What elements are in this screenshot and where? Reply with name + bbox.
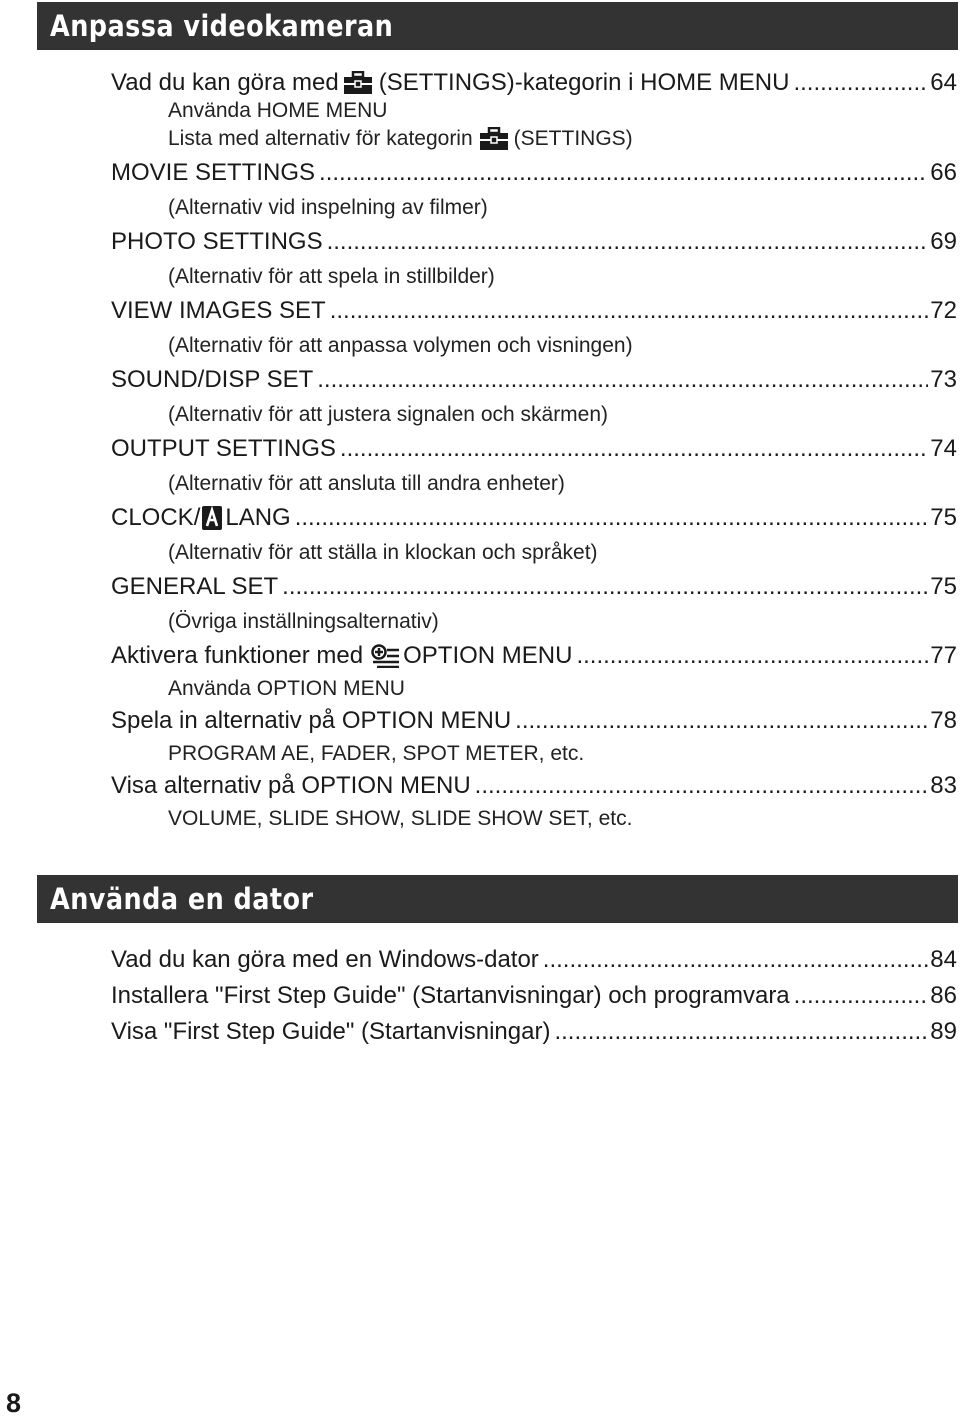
toc-entry-view-images-set[interactable]: [111, 296, 957, 326]
toc-entry-option-menu[interactable]: [111, 641, 957, 671]
section-header-anpassa: [37, 2, 958, 50]
toc-section-1: [111, 68, 957, 836]
entry-subtitle: [111, 124, 957, 154]
page-ref: 77: [930, 642, 957, 669]
entry-subtitle: Använda OPTION MENU: [168, 677, 405, 700]
page-ref: 75: [930, 573, 957, 600]
entry-label: (SETTINGS)-kategorin i HOME MENU: [378, 69, 790, 96]
entry-label: OPTION MENU: [403, 642, 573, 669]
page-ref: 78: [930, 707, 957, 734]
leader-dots: [793, 68, 928, 98]
entry-label: MOVIE SETTINGS: [111, 159, 316, 186]
entry-label: Visa "First Step Guide" (Startanvisningar): [111, 1018, 551, 1045]
entry-subtitle: Använda HOME MENU: [168, 99, 388, 122]
toc-entry-sound-disp-set[interactable]: [111, 365, 957, 395]
entry-subtitle: PROGRAM AE, FADER, SPOT METER, etc.: [168, 742, 585, 765]
entry-label: SOUND/DISP SET: [111, 366, 314, 393]
leader-dots: [317, 365, 928, 395]
entry-label: CLOCK/: [111, 504, 201, 531]
section-title: Anpassa videokameran: [50, 9, 394, 43]
page-ref: 75: [930, 504, 957, 531]
page-ref: 89: [930, 1018, 957, 1045]
section-title: Använda en dator: [50, 882, 314, 916]
toc-entry-settings-category[interactable]: [111, 68, 957, 98]
entry-label: GENERAL SET: [111, 573, 279, 600]
toc-entry-general-set[interactable]: [111, 572, 957, 602]
entry-label: PHOTO SETTINGS: [111, 228, 323, 255]
entry-subtitle-text: Lista med alternativ för kategorin: [168, 127, 473, 150]
page-ref: 73: [930, 366, 957, 393]
page-ref: 84: [930, 946, 957, 973]
entry-label: Vad du kan göra med: [111, 69, 339, 96]
entry-subtitle: (Övriga inställningsalternativ): [168, 610, 439, 633]
toc-entry-view-guide[interactable]: [111, 1014, 957, 1050]
entry-label: Spela in alternativ på OPTION MENU: [111, 707, 512, 734]
entry-subtitle: (Alternativ för att ansluta till andra enheter): [168, 472, 565, 495]
leader-dots: [515, 706, 928, 736]
leader-dots: [794, 978, 929, 1014]
leader-dots: [327, 227, 929, 257]
toc-entry-movie-settings[interactable]: [111, 158, 957, 188]
toc-entry-clock-lang[interactable]: [111, 503, 957, 533]
leader-dots: [295, 503, 929, 533]
leader-dots: [340, 434, 928, 464]
leader-dots: [576, 641, 928, 671]
page-ref: 64: [930, 69, 957, 96]
entry-subtitle: (Alternativ vid inspelning av filmer): [168, 196, 488, 219]
page-ref: 86: [930, 982, 957, 1009]
entry-label: LANG: [225, 504, 291, 531]
entry-subtitle: (Alternativ för att ställa in klockan och språket): [168, 541, 598, 564]
toc-entry-windows[interactable]: [111, 942, 957, 978]
entry-label: Vad du kan göra med en Windows-dator: [111, 946, 539, 973]
page-ref: 72: [930, 297, 957, 324]
toolbox-icon: [343, 71, 373, 95]
language-a-icon: [201, 505, 223, 531]
toolbox-icon: [479, 127, 509, 151]
page-ref: 83: [930, 772, 957, 799]
entry-subtitle-text: (SETTINGS): [513, 127, 633, 150]
page-ref: 66: [930, 159, 957, 186]
page-ref: 74: [930, 435, 957, 462]
entry-subtitle: VOLUME, SLIDE SHOW, SLIDE SHOW SET, etc.: [168, 807, 633, 830]
toc-section-2: [111, 942, 957, 1050]
leader-dots: [475, 771, 929, 801]
entry-subtitle: (Alternativ för att anpassa volymen och visningen): [168, 334, 633, 357]
entry-label: Aktivera funktioner med: [111, 642, 364, 669]
toc-entry-view-options[interactable]: [111, 771, 957, 801]
entry-label: OUTPUT SETTINGS: [111, 435, 336, 462]
leader-dots: [543, 942, 929, 978]
page-ref: 69: [930, 228, 957, 255]
option-menu-icon: [371, 644, 401, 668]
entry-label: Visa alternativ på OPTION MENU: [111, 772, 471, 799]
entry-label: Installera "First Step Guide" (Startanvisningar) och programvara: [111, 982, 790, 1009]
leader-dots: [330, 296, 929, 326]
leader-dots: [282, 572, 928, 602]
toc-entry-install[interactable]: [111, 978, 957, 1014]
page-number: 8: [6, 1388, 22, 1418]
entry-subtitle: (Alternativ för att spela in stillbilder): [168, 265, 495, 288]
leader-dots: [554, 1014, 928, 1050]
toc-entry-record-options[interactable]: [111, 706, 957, 736]
entry-label: VIEW IMAGES SET: [111, 297, 326, 324]
toc-entry-photo-settings[interactable]: [111, 227, 957, 257]
toc-entry-output-settings[interactable]: [111, 434, 957, 464]
section-header-dator: [37, 875, 958, 923]
leader-dots: [319, 158, 928, 188]
entry-subtitle: (Alternativ för att justera signalen och skärmen): [168, 403, 609, 426]
